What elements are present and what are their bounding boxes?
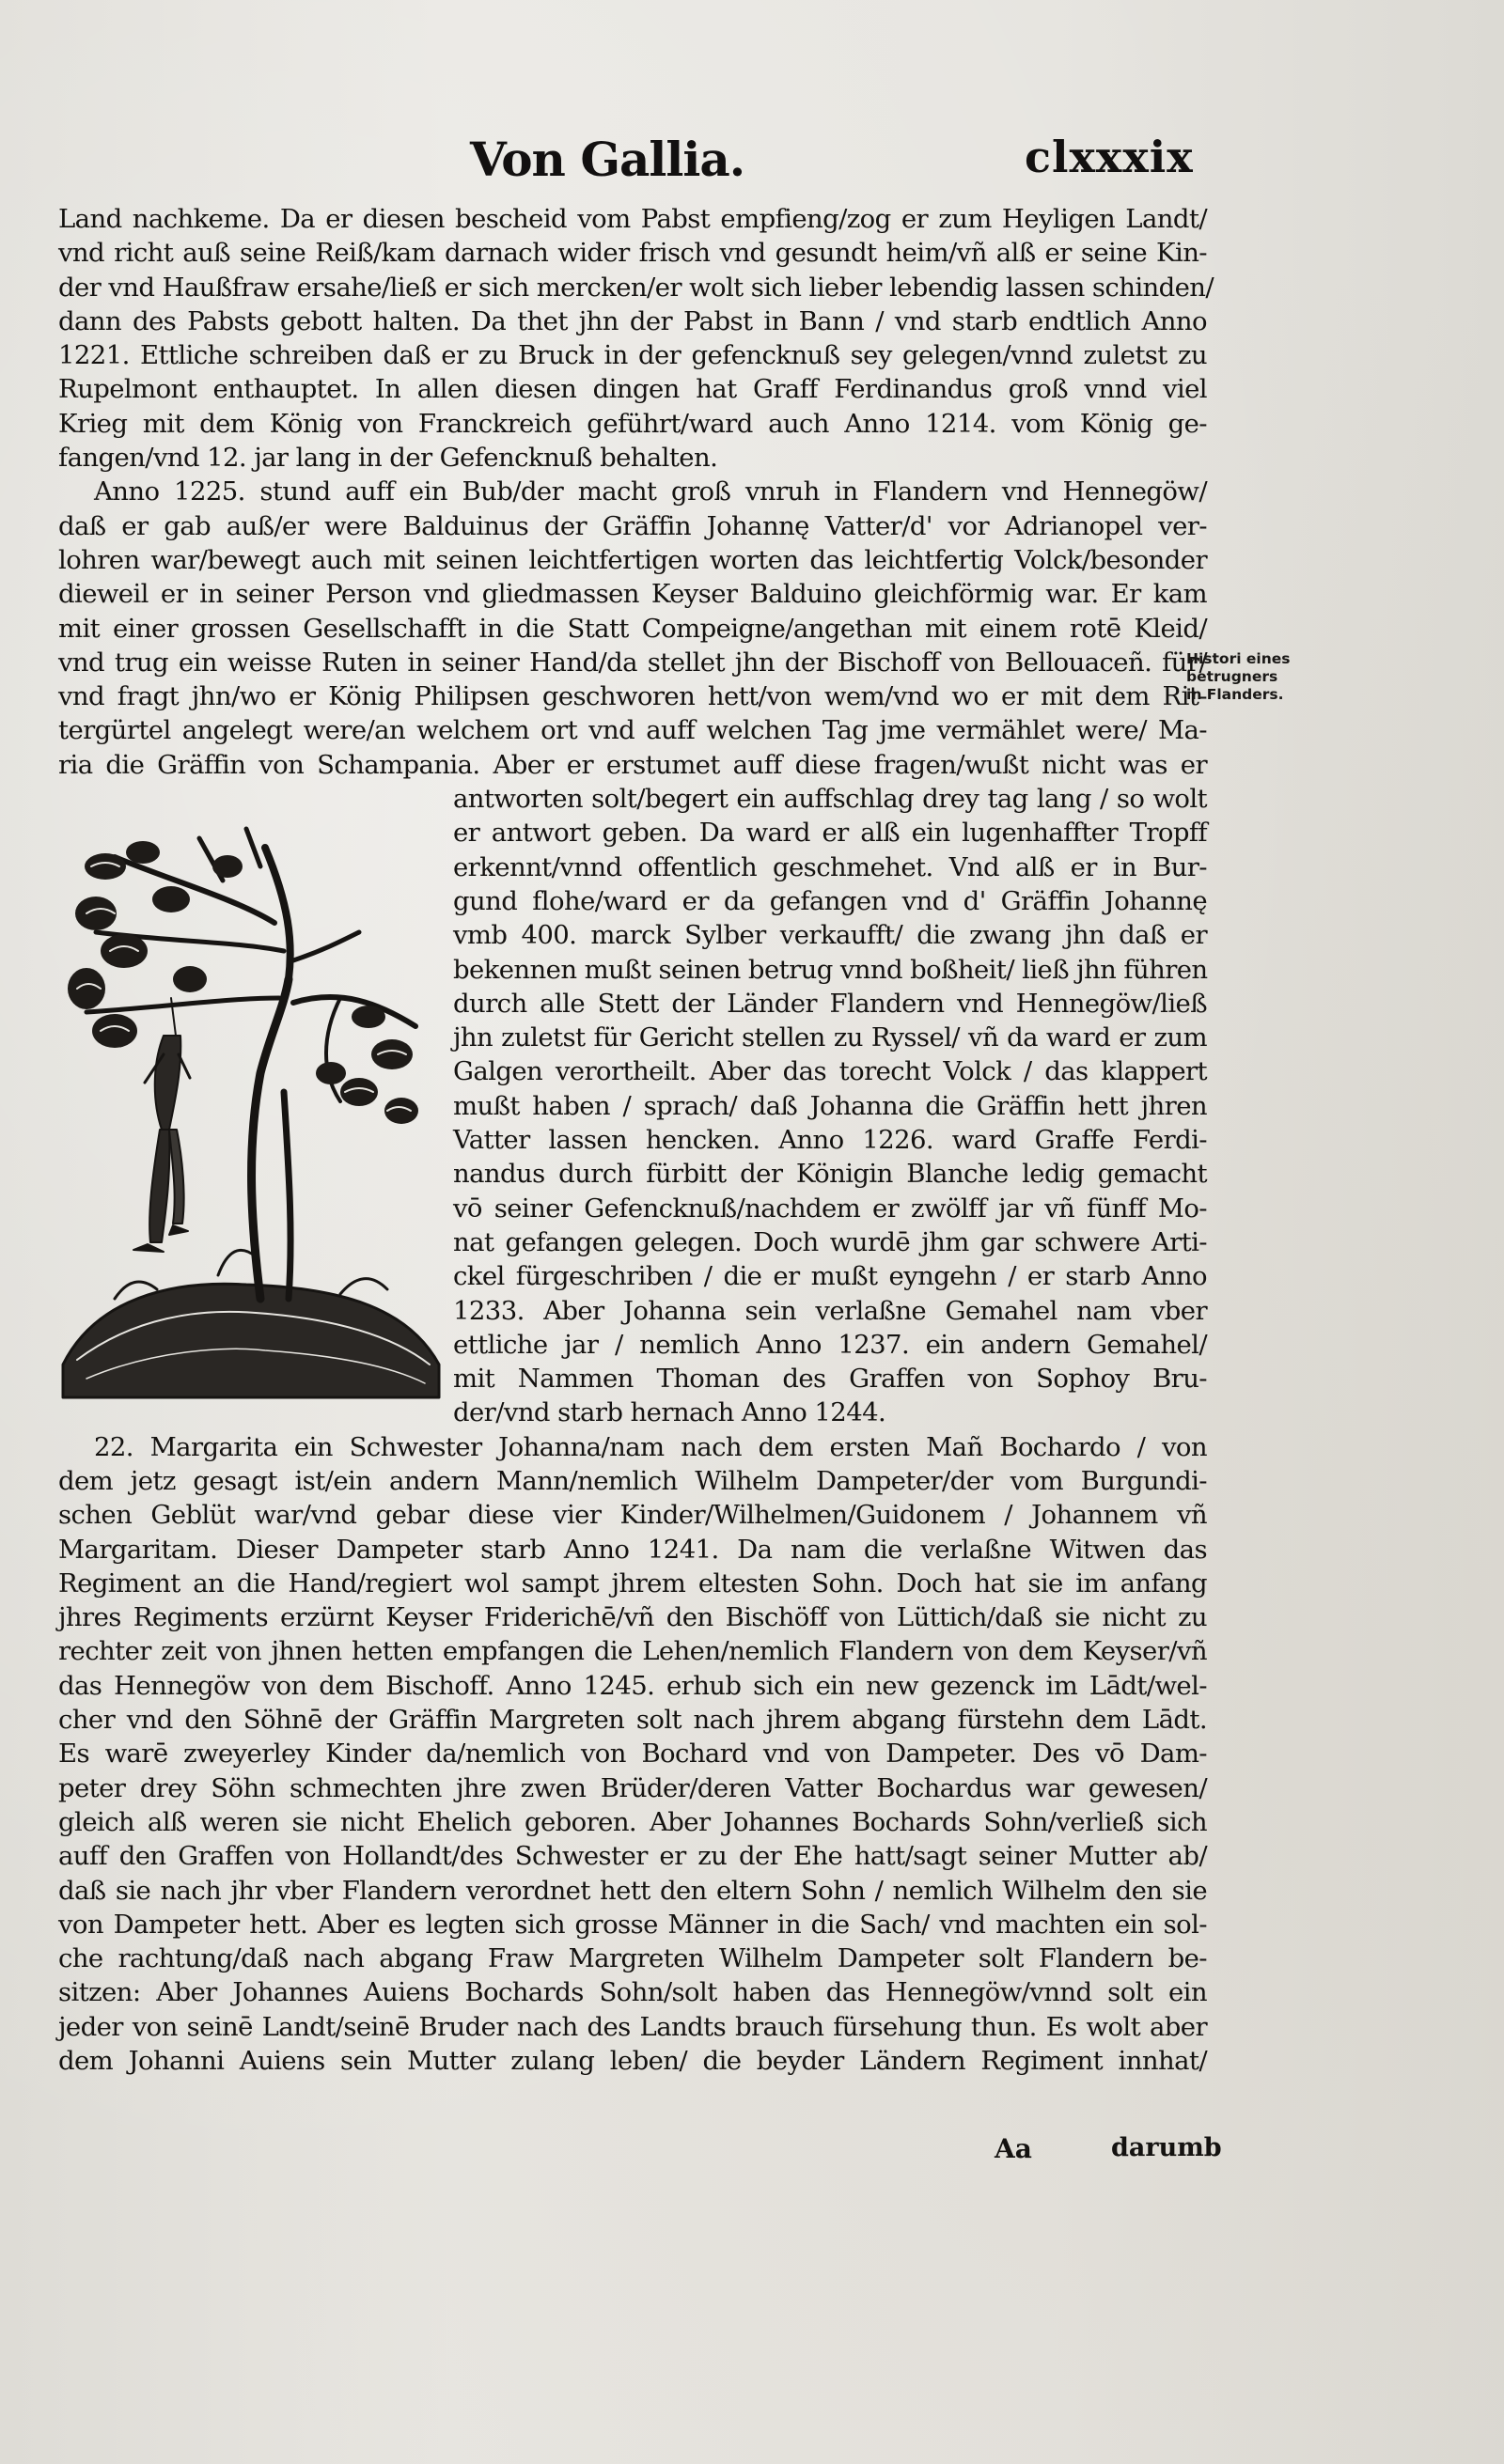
text-line: vnd richt auß seine Reiß/kam darnach wider frisch vnd gesundt heim/vñ alß er seine Kin-	[58, 238, 1207, 269]
text-line: fangen/vnd 12. jar lang in der Gefencknuß behalten.	[58, 443, 718, 474]
text-line: schen Geblüt war/vnd gebar diese vier Kinder/Wilhelmen/Guidonem / Johannem vñ	[58, 1500, 1207, 1531]
text-line: dem jetz gesagt ist/ein andern Mann/nemlich Wilhelm Dampeter/der vom Burgundi-	[58, 1465, 1207, 1496]
text-line-beside-woodcut: mit Nammen Thoman des Graffen von Sophoy Bru-	[453, 1364, 1207, 1395]
text-line-beside-woodcut: mußt haben / sprach/ daß Johanna die Gräffin hett jhren	[453, 1090, 1207, 1121]
text-line: dem Johanni Auiens sein Mutter zulang leben/ die beyder Ländern Regiment innhat/	[58, 2046, 1207, 2077]
text-line: sitzen: Aber Johannes Auiens Bochards Sohn/solt haben das Hennegöw/vnnd solt ein	[58, 1977, 1207, 2008]
text-line: ria die Gräffin von Schampania. Aber er erstumet auff diese fragen/wußt nicht was er	[58, 749, 1207, 780]
text-line: Margaritam. Dieser Dampeter starb Anno 1241. Da nam die verlaßne Witwen das	[58, 1534, 1207, 1565]
text-line-beside-woodcut: vmb 400. marck Sylber verkaufft/ die zwang jhn daß er	[453, 920, 1207, 951]
text-line-beside-woodcut: vō seiner Gefencknuß/nachdem er zwölff jar vñ fünff Mo-	[453, 1193, 1207, 1224]
text-line-beside-woodcut: ettliche jar / nemlich Anno 1237. ein andern Gemahel/	[453, 1329, 1207, 1360]
running-head	[0, 132, 1504, 197]
text-line-beside-woodcut: durch alle Stett der Länder Flandern vnd Hennegöw/ließ	[453, 988, 1207, 1019]
woodcut-illustration	[58, 810, 444, 1411]
text-line-beside-woodcut: der/vnd starb hernach Anno 1244.	[453, 1397, 886, 1428]
text-line: lohren war/bewegt auch mit seinen leichtfertigen worten das leichtfertig Volck/besonder	[58, 544, 1207, 575]
marginal-note-line: in Flanders.	[1186, 686, 1284, 703]
text-line: von Dampeter hett. Aber es legten sich grosse Männer in die Sach/ vnd machten ein sol-	[58, 1909, 1207, 1940]
text-line-beside-woodcut: nandus durch fürbitt der Königin Blanche ledig gemacht	[453, 1159, 1207, 1190]
running-title: Von Gallia.	[470, 132, 745, 187]
paragraph-start-line: Anno 1225. stund auff ein Bub/der macht groß vnruh in Flandern vnd Hennegöw/	[94, 476, 1207, 507]
page-footer	[0, 2133, 1504, 2171]
text-line: dieweil er in seiner Person vnd gliedmassen Keyser Balduino gleichförmig war. Er kam	[58, 579, 1207, 610]
marginal-note-line: Histori eines	[1186, 650, 1291, 667]
text-line-beside-woodcut: antworten solt/begert ein auffschlag drey tag lang / so wolt	[453, 784, 1207, 815]
text-line-beside-woodcut: jhn zuletst für Gericht stellen zu Ryssel/ vñ da ward er zum	[453, 1022, 1207, 1053]
text-line: vnd trug ein weisse Ruten in seiner Hand/da stellet jhn der Bischoff von Bellouaceñ. für/	[58, 647, 1207, 678]
text-line: daß sie nach jhr vber Flandern verordnet hett den eltern Sohn / nemlich Wilhelm den sie	[58, 1875, 1207, 1906]
text-line: tergürtel angelegt were/an welchem ort vnd auff welchen Tag jme vermählet were/ Ma-	[58, 715, 1207, 746]
text-line: auff den Graffen von Hollandt/des Schwester er zu der Ehe hatt/sagt seiner Mutter ab/	[58, 1841, 1207, 1872]
text-line-beside-woodcut: erkennt/vnnd offentlich geschmehet. Vnd alß er in Bur-	[453, 851, 1207, 882]
text-line-beside-woodcut: ckel fürgeschriben / die er mußt eyngehn / er starb Anno	[453, 1261, 1207, 1292]
text-line: jhres Regiments erzürnt Keyser Friderichē/vñ den Bischöff von Lüttich/daß sie nicht zu	[58, 1602, 1207, 1633]
text-line: 1221. Ettliche schreiben daß er zu Bruck in der gefencknuß sey gelegen/vnnd zuletst zu	[58, 340, 1207, 371]
marginal-note	[1186, 650, 1327, 704]
signature-mark: Aa	[995, 2133, 1032, 2164]
text-line: peter drey Söhn schmechten jhre zwen Brüder/deren Vatter Bochardus war gewesen/	[58, 1772, 1207, 1803]
text-line: daß er gab auß/er were Balduinus der Gräffin Johannę Vatter/d' vor Adrianopel ver-	[58, 510, 1207, 541]
text-line: rechter zeit von jhnen hetten empfangen die Lehen/nemlich Flandern von dem Keyser/vñ	[58, 1636, 1207, 1667]
text-line: cher vnd den Söhnē der Gräffin Margreten solt nach jhrem abgang fürstehn dem Lādt.	[58, 1705, 1207, 1736]
marginal-note-line: betrugners	[1186, 668, 1278, 685]
text-line: Es warē zweyerley Kinder da/nemlich von Bochard vnd von Dampeter. Des vō Dam-	[58, 1739, 1207, 1770]
text-line: das Hennegöw von dem Bischoff. Anno 1245. erhub sich ein new gezenck im Lādt/wel-	[58, 1670, 1207, 1701]
text-line: vnd fragt jhn/wo er König Philipsen geschworen hett/von wem/vnd wo er mit dem Rit-	[58, 681, 1207, 712]
text-line: Krieg mit dem König von Franckreich geführt/ward auch Anno 1214. vom König ge-	[58, 408, 1207, 439]
text-line: Rupelmont enthauptet. In allen diesen dingen hat Graff Ferdinandus groß vnnd viel	[58, 374, 1207, 405]
catchword: darumb	[1111, 2133, 1222, 2162]
text-line-beside-woodcut: 1233. Aber Johanna sein verlaßne Gemahel nam vber	[453, 1295, 1207, 1326]
hanged-man-tree-icon	[58, 810, 444, 1411]
text-line: che rachtung/daß nach abgang Fraw Margreten Wilhelm Dampeter solt Flandern be-	[58, 1943, 1207, 1974]
text-line: dann des Pabsts gebott halten. Da thet jhn der Pabst in Bann / vnd starb endtlich Anno	[58, 305, 1207, 336]
text-line: Land nachkeme. Da er diesen bescheid vom Pabst empfieng/zog er zum Heyligen Landt/	[58, 204, 1207, 234]
text-line-beside-woodcut: er antwort geben. Da ward er alß ein lugenhaffter Tropff	[453, 818, 1207, 849]
text-line-beside-woodcut: bekennen mußt seinen betrug vnnd boßheit/ ließ jhn führen	[453, 954, 1208, 985]
text-line: mit einer grossen Gesellschafft in die Statt Compeigne/angethan mit einem rotē Kleid/	[58, 613, 1207, 644]
text-line: Regiment an die Hand/regiert wol sampt jhrem eltesten Sohn. Doch hat sie im anfang	[58, 1567, 1207, 1598]
folio-number: clxxxix	[1025, 132, 1194, 182]
text-line: gleich alß weren sie nicht Ehelich geboren. Aber Johannes Bochards Sohn/verließ sich	[58, 1806, 1207, 1837]
text-line: der vnd Haußfraw ersahe/ließ er sich mercken/er wolt sich lieber lebendig lassen schinden/	[58, 272, 1214, 303]
paragraph-start-line: 22. Margarita ein Schwester Johanna/nam nach dem ersten Mañ Bochardo / von	[94, 1431, 1207, 1462]
text-line-beside-woodcut: gund flohe/ward er da gefangen vnd d' Gräffin Johannę	[453, 885, 1207, 916]
text-line-beside-woodcut: Vatter lassen hencken. Anno 1226. ward Graffe Ferdi-	[453, 1125, 1207, 1156]
text-line: jeder von seinē Landt/seinē Bruder nach des Landts brauch fürsehung thun. Es wolt aber	[58, 2011, 1207, 2042]
text-line-beside-woodcut: nat gefangen gelegen. Doch wurdē jhm gar schwere Arti-	[453, 1226, 1207, 1257]
text-line-beside-woodcut: Galgen verortheilt. Aber das torecht Volck / das klappert	[453, 1056, 1207, 1087]
